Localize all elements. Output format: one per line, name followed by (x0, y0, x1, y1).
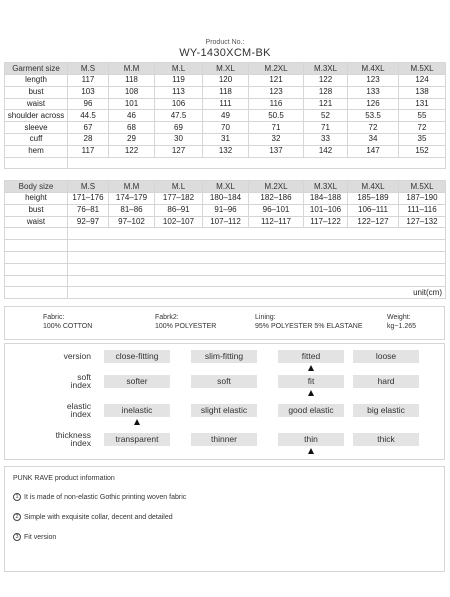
table-cell: 111 (203, 98, 249, 110)
info-item-1-text: It is made of non-elastic Gothic printing woven fabric (24, 493, 187, 501)
table-cell: 71 (249, 122, 304, 134)
table-cell: 31 (203, 133, 249, 145)
fit-row-label-line: index (70, 438, 91, 448)
fit-row-label-line: thickness (55, 430, 91, 440)
empty-row (5, 263, 446, 275)
table-cell: 96–101 (249, 204, 304, 216)
table-cell: 35 (399, 133, 446, 145)
table-cell: 55 (399, 110, 446, 122)
fabric-2-value: 100% POLYESTER (155, 323, 217, 330)
fit-option-chip: good elastic (278, 404, 344, 417)
fit-option-chip: close-fitting (104, 350, 170, 363)
table-cell: 122–127 (348, 216, 399, 228)
table-cell: 185–189 (348, 193, 399, 205)
row-label: sleeve (5, 122, 68, 134)
row-label: waist (5, 98, 68, 110)
fit-row-label-line: index (70, 380, 91, 390)
table-cell: 92–97 (68, 216, 109, 228)
empty-row (5, 240, 446, 252)
fit-row-label-line: index (70, 409, 91, 419)
table-cell: 174–179 (109, 193, 155, 205)
empty-cell (68, 240, 446, 252)
table-cell: 126 (348, 98, 399, 110)
table-cell: 122 (304, 75, 348, 87)
fit-option-chip: fitted (278, 350, 344, 363)
size-header-cell: M.M (109, 63, 155, 75)
row-label: shoulder across (5, 110, 68, 122)
table-cell: 121 (304, 98, 348, 110)
empty-label-cell (5, 228, 68, 240)
selected-marker-icon (134, 419, 140, 425)
row-label: cuff (5, 133, 68, 145)
table-cell: 47.5 (155, 110, 203, 122)
fit-row-label (5, 352, 91, 360)
table-cell: 28 (68, 133, 109, 145)
empty-label-cell (5, 240, 68, 252)
table-cell: 81–86 (109, 204, 155, 216)
circled-number-1: 1 (13, 493, 21, 501)
empty-label-cell (5, 275, 68, 287)
info-item-1 (13, 493, 186, 501)
table-cell: 29 (109, 133, 155, 145)
table-row (5, 122, 446, 134)
size-header-cell: M.3XL (304, 63, 348, 75)
table-cell: 123 (249, 86, 304, 98)
table-cell: 123 (348, 75, 399, 87)
table-cell: 53.5 (348, 110, 399, 122)
empty-cell (68, 263, 446, 275)
row-label: length (5, 75, 68, 87)
table-cell: 112–117 (249, 216, 304, 228)
info-item-3 (13, 533, 56, 541)
fabric-1-value: 100% COTTON (43, 323, 93, 330)
table-cell: 103 (68, 86, 109, 98)
table-cell: 69 (155, 122, 203, 134)
table-cell: 32 (249, 133, 304, 145)
empty-cell (68, 251, 446, 263)
table-cell: 33 (304, 133, 348, 145)
empty-row (5, 251, 446, 263)
size-header-cell: M.4XL (348, 181, 399, 193)
table-cell: 44.5 (68, 110, 109, 122)
size-header-cell: M.4XL (348, 63, 399, 75)
fit-guide-panel (4, 343, 445, 460)
table-cell: 52 (304, 110, 348, 122)
garment-size-table (4, 62, 446, 169)
unit-label: unit(cm) (68, 287, 446, 299)
size-header-row (5, 181, 446, 193)
size-header-cell: M.S (68, 63, 109, 75)
table-cell: 118 (203, 86, 249, 98)
table-cell: 108 (109, 86, 155, 98)
table-row (5, 216, 446, 228)
row-label: bust (5, 204, 68, 216)
table-row (5, 133, 446, 145)
product-info-box (4, 466, 445, 572)
table-cell: 30 (155, 133, 203, 145)
table-cell: 86–91 (155, 204, 203, 216)
fit-option-chip: slight elastic (191, 404, 257, 417)
table-cell: 127–132 (399, 216, 446, 228)
table-cell: 113 (155, 86, 203, 98)
empty-cell (68, 157, 446, 169)
product-header (0, 38, 450, 59)
fit-option-chip: inelastic (104, 404, 170, 417)
empty-row (5, 275, 446, 287)
table-cell: 182–186 (249, 193, 304, 205)
table-cell: 138 (399, 86, 446, 98)
row-label: height (5, 193, 68, 205)
fabric-1 (43, 313, 92, 331)
fit-option-chip: loose (353, 350, 419, 363)
table-cell: 96 (68, 98, 109, 110)
table-cell: 106 (155, 98, 203, 110)
circled-number-3: 3 (13, 533, 21, 541)
empty-label-cell (5, 157, 68, 169)
size-header-cell: M.XL (203, 63, 249, 75)
table-cell: 68 (109, 122, 155, 134)
table-cell: 180–184 (203, 193, 249, 205)
size-header-cell: M.3XL (304, 181, 348, 193)
weight-label: Weight: (387, 314, 411, 321)
table-cell: 101 (109, 98, 155, 110)
fit-option-chip: thin (278, 433, 344, 446)
fit-row-label-line: elastic (66, 401, 91, 411)
table-cell: 120 (203, 75, 249, 87)
fit-option-chip: slim-fitting (191, 350, 257, 363)
fit-row-label-line: soft (77, 372, 91, 382)
row-label: bust (5, 86, 68, 98)
fit-option-chip: thinner (191, 433, 257, 446)
table-cell: 133 (348, 86, 399, 98)
empty-row (5, 228, 446, 240)
table-cell: 147 (348, 145, 399, 157)
fit-option-chip: transparent (104, 433, 170, 446)
fit-row-label-line: version (63, 351, 91, 361)
table-cell: 184–188 (304, 193, 348, 205)
empty-cell (68, 228, 446, 240)
fit-option-chip: thick (353, 433, 419, 446)
lining-value: 95% POLYESTER 5% ELASTANE (255, 323, 363, 330)
table-cell: 177–182 (155, 193, 203, 205)
size-header-cell: M.2XL (249, 181, 304, 193)
size-header-cell: M.S (68, 181, 109, 193)
product-info-title: PUNK RAVE product information (13, 475, 115, 482)
size-header-row (5, 63, 446, 75)
table-cell: 122 (109, 145, 155, 157)
table-row (5, 193, 446, 205)
product-number-label: Product No.: (205, 39, 245, 46)
table-cell: 117 (68, 145, 109, 157)
selected-marker-icon (308, 365, 314, 371)
fit-option-chip: softer (104, 375, 170, 388)
table-row (5, 110, 446, 122)
weight-value: kg~1.265 (387, 323, 416, 330)
fit-row-label (5, 373, 91, 389)
table-cell: 106–111 (348, 204, 399, 216)
fit-option-chip: fit (278, 375, 344, 388)
size-header-cell: M.L (155, 181, 203, 193)
table-cell: 152 (399, 145, 446, 157)
empty-label-cell (5, 287, 68, 299)
row-label: hem (5, 145, 68, 157)
table-cell: 187–190 (399, 193, 446, 205)
table-cell: 117–122 (304, 216, 348, 228)
size-header-cell: M.2XL (249, 63, 304, 75)
table-cell: 107–112 (203, 216, 249, 228)
fit-option-chip: hard (353, 375, 419, 388)
selected-marker-icon (308, 390, 314, 396)
fabric-info-box (4, 306, 445, 340)
fit-option-chip: big elastic (353, 404, 419, 417)
fabric-1-label: Fabric: (43, 314, 65, 321)
lining-label: Lining: (255, 314, 276, 321)
fit-row-label (5, 431, 91, 447)
table-row (5, 145, 446, 157)
body-size-table (4, 180, 446, 299)
table-cell: 128 (304, 86, 348, 98)
table-cell: 101–106 (304, 204, 348, 216)
table-cell: 70 (203, 122, 249, 134)
size-header-cell: M.5XL (399, 63, 446, 75)
table-cell: 111–116 (399, 204, 446, 216)
empty-row (5, 157, 446, 169)
table-title: Garment size (5, 63, 68, 75)
table-cell: 102–107 (155, 216, 203, 228)
table-cell: 72 (348, 122, 399, 134)
table-title: Body size (5, 181, 68, 193)
size-header-cell: M.M (109, 181, 155, 193)
empty-label-cell (5, 251, 68, 263)
table-cell: 137 (249, 145, 304, 157)
circled-number-2: 2 (13, 513, 21, 521)
empty-label-cell (5, 263, 68, 275)
table-row (5, 86, 446, 98)
table-cell: 119 (155, 75, 203, 87)
table-cell: 142 (304, 145, 348, 157)
table-cell: 91–96 (203, 204, 249, 216)
row-label: waist (5, 216, 68, 228)
size-header-cell: M.XL (203, 181, 249, 193)
table-cell: 117 (68, 75, 109, 87)
table-cell: 116 (249, 98, 304, 110)
info-item-2-text: Simple with exquisite collar, decent and detailed (24, 513, 173, 521)
table-cell: 131 (399, 98, 446, 110)
table-cell: 34 (348, 133, 399, 145)
fit-option-chip: soft (191, 375, 257, 388)
selected-marker-icon (308, 448, 314, 454)
fit-row-label (5, 402, 91, 418)
table-row (5, 75, 446, 87)
table-cell: 124 (399, 75, 446, 87)
product-number: WY-1430XCM-BK (179, 47, 271, 59)
table-cell: 118 (109, 75, 155, 87)
table-cell: 46 (109, 110, 155, 122)
info-item-2 (13, 513, 173, 521)
table-cell: 76–81 (68, 204, 109, 216)
table-row (5, 98, 446, 110)
empty-cell (68, 275, 446, 287)
table-cell: 72 (399, 122, 446, 134)
fabric-2 (155, 313, 216, 331)
table-cell: 127 (155, 145, 203, 157)
table-cell: 171–176 (68, 193, 109, 205)
info-item-3-text: Fit version (24, 533, 57, 541)
size-header-cell: M.5XL (399, 181, 446, 193)
table-cell: 121 (249, 75, 304, 87)
table-cell: 71 (304, 122, 348, 134)
size-header-cell: M.L (155, 63, 203, 75)
unit-row (5, 287, 446, 299)
fabric-2-label: Fabrk2: (155, 314, 179, 321)
table-cell: 49 (203, 110, 249, 122)
lining (255, 313, 363, 331)
table-cell: 97–102 (109, 216, 155, 228)
weight (387, 313, 416, 331)
table-cell: 67 (68, 122, 109, 134)
table-cell: 132 (203, 145, 249, 157)
table-cell: 50.5 (249, 110, 304, 122)
table-row (5, 204, 446, 216)
